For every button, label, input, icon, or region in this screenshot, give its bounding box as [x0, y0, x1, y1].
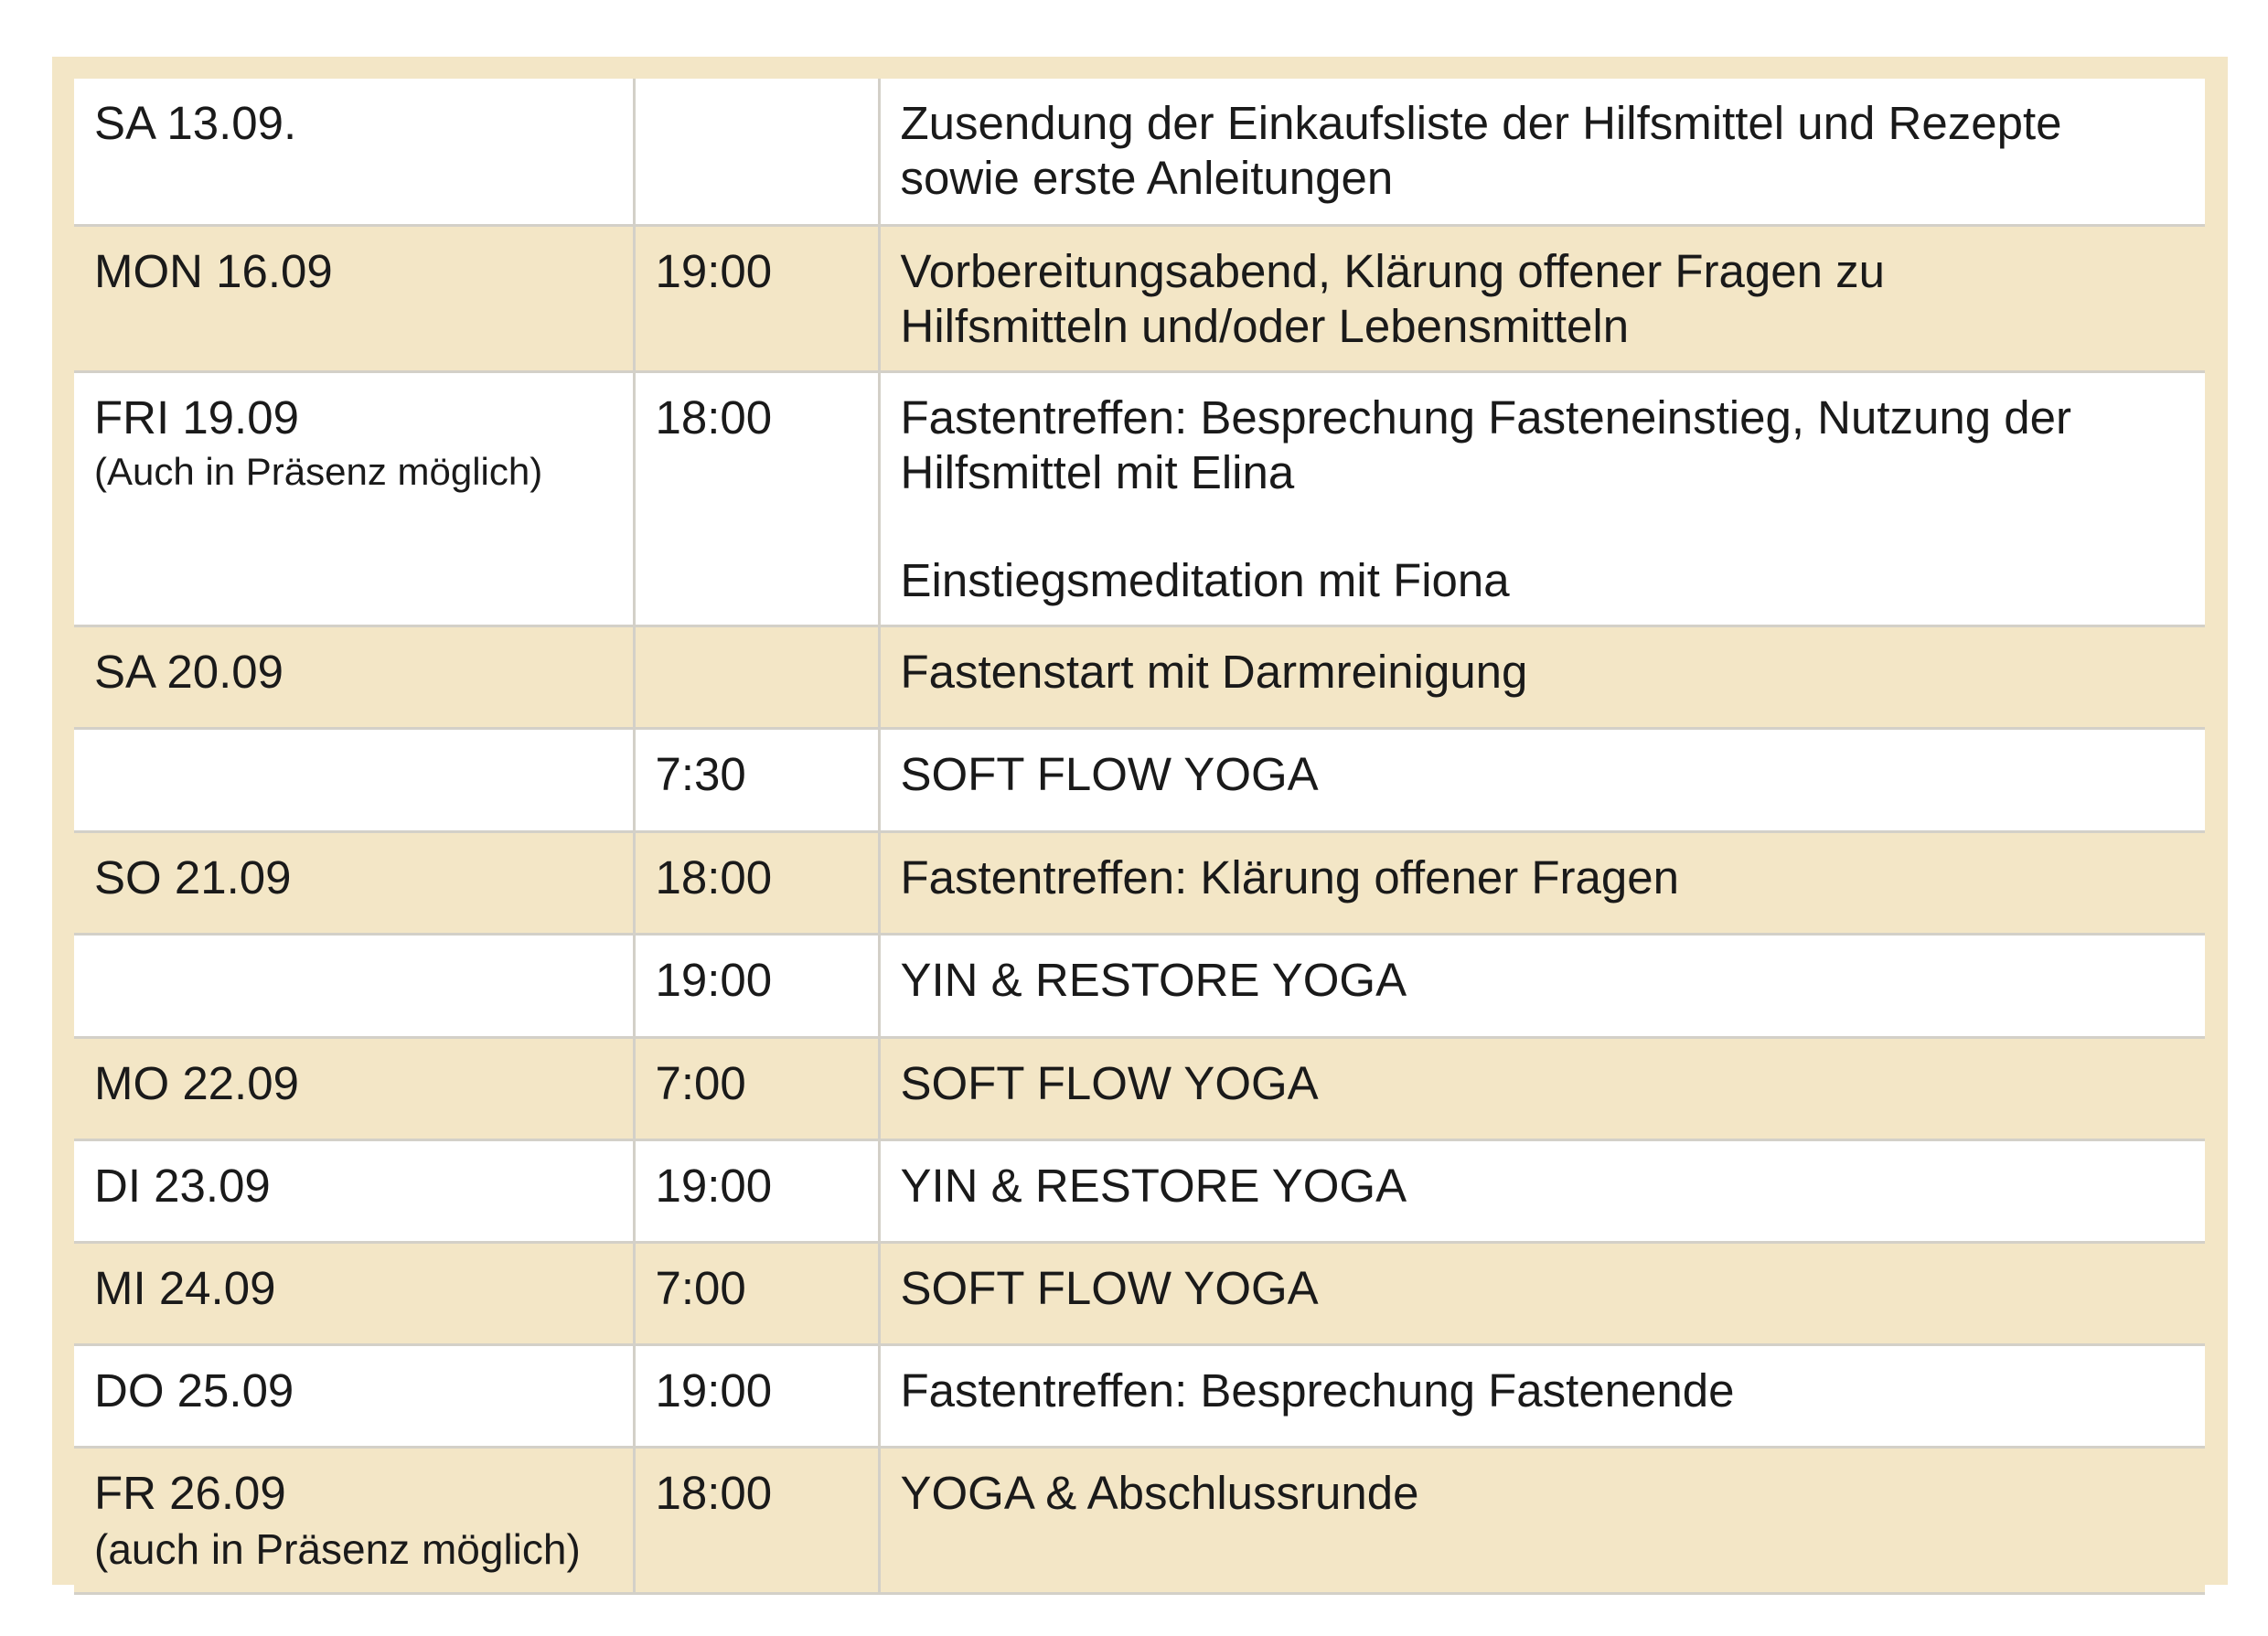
- time-cell: [634, 1139, 879, 1242]
- table-row: [74, 225, 2205, 371]
- table-row: [74, 1139, 2205, 1242]
- description-line: Fastentreffen: Besprechung Fasteneinstieg, Nutzung der: [900, 390, 2072, 444]
- date-text: DI 23.09: [94, 1159, 271, 1212]
- time-text: 18:00: [655, 850, 773, 904]
- date-text: DO 25.09: [94, 1363, 294, 1417]
- description-cell: [879, 1242, 2205, 1344]
- time-cell: [634, 1344, 879, 1447]
- time-cell: [634, 1037, 879, 1139]
- time-cell: [634, 934, 879, 1037]
- time-text: 18:00: [655, 390, 773, 444]
- time-text: 7:00: [655, 1056, 746, 1109]
- time-text: 19:00: [655, 244, 773, 297]
- description-cell: [879, 371, 2205, 626]
- date-cell: [74, 225, 634, 371]
- description-line: Hilfsmittel mit Elina: [900, 445, 1295, 498]
- time-cell: [634, 626, 879, 728]
- date-cell: [74, 626, 634, 728]
- time-text: 7:30: [655, 747, 746, 800]
- description-line: Hilfsmitteln und/oder Lebensmitteln: [900, 299, 1630, 352]
- date-text: FR 26.09: [94, 1466, 286, 1519]
- table-row: [74, 626, 2205, 728]
- table-row: [74, 934, 2205, 1037]
- time-cell: [634, 728, 879, 831]
- description-cell: [879, 728, 2205, 831]
- description-line: SOFT FLOW YOGA: [900, 747, 1319, 800]
- time-text: 18:00: [655, 1466, 773, 1519]
- time-text: 7:00: [655, 1261, 746, 1314]
- date-cell: [74, 831, 634, 934]
- table-row: [74, 1344, 2205, 1447]
- date-cell: [74, 728, 634, 831]
- description-line: Fastentreffen: Klärung offener Fragen: [900, 850, 1679, 904]
- time-text: 19:00: [655, 1159, 773, 1212]
- table-row: [74, 728, 2205, 831]
- table-row: [74, 831, 2205, 934]
- date-text: MO 22.09: [94, 1056, 299, 1109]
- date-note: (Auch in Präsenz möglich): [94, 449, 543, 493]
- table-row: [74, 1242, 2205, 1344]
- description-line: SOFT FLOW YOGA: [900, 1056, 1319, 1109]
- description-cell: [879, 1037, 2205, 1139]
- description-cell: [879, 225, 2205, 371]
- description-cell: [879, 934, 2205, 1037]
- date-cell: [74, 1037, 634, 1139]
- time-cell: [634, 831, 879, 934]
- description-line: Fastentreffen: Besprechung Fastenende: [900, 1363, 1735, 1417]
- description-cell: [879, 1139, 2205, 1242]
- date-text: SO 21.09: [94, 850, 292, 904]
- description-spacer: [901, 500, 2186, 553]
- date-cell: [74, 934, 634, 1037]
- date-cell: [74, 371, 634, 626]
- table-row: [74, 1447, 2205, 1593]
- date-cell: [74, 1139, 634, 1242]
- time-text: 19:00: [655, 953, 773, 1006]
- date-cell: [74, 1242, 634, 1344]
- date-cell: [74, 79, 634, 225]
- schedule-table: [74, 79, 2205, 1595]
- table-row: [74, 79, 2205, 225]
- date-cell: [74, 1344, 634, 1447]
- time-cell: [634, 79, 879, 225]
- description-line: SOFT FLOW YOGA: [900, 1261, 1319, 1314]
- date-text: MON 16.09: [94, 244, 333, 297]
- description-line: Zusendung der Einkaufsliste der Hilfsmittel und Rezepte: [900, 97, 2062, 149]
- description-line: Fastenstart mit Darmreinigung: [900, 645, 1528, 698]
- description-line: Vorbereitungsabend, Klärung offener Fragen zu: [900, 244, 1885, 297]
- time-cell: [634, 225, 879, 371]
- date-note: (auch in Präsenz möglich): [94, 1524, 581, 1573]
- description-cell: [879, 626, 2205, 728]
- description-line: YOGA & Abschlussrunde: [900, 1466, 1419, 1519]
- description-cell: [879, 1447, 2205, 1593]
- time-cell: [634, 371, 879, 626]
- description-cell: [879, 79, 2205, 225]
- description-line: sowie erste Anleitungen: [900, 152, 1394, 204]
- date-cell: [74, 1447, 634, 1593]
- date-text: SA 13.09.: [94, 97, 297, 149]
- table-row: [74, 371, 2205, 626]
- time-cell: [634, 1242, 879, 1344]
- description-line: YIN & RESTORE YOGA: [900, 1159, 1407, 1212]
- time-text: 19:00: [655, 1363, 773, 1417]
- description-cell: [879, 1344, 2205, 1447]
- date-text: SA 20.09: [94, 645, 284, 698]
- date-text: MI 24.09: [94, 1261, 276, 1314]
- description-line: YIN & RESTORE YOGA: [900, 953, 1407, 1006]
- date-text: FRI 19.09: [94, 390, 299, 444]
- time-cell: [634, 1447, 879, 1593]
- description-line: Einstiegsmeditation mit Fiona: [900, 553, 1510, 606]
- description-cell: [879, 831, 2205, 934]
- table-row: [74, 1037, 2205, 1139]
